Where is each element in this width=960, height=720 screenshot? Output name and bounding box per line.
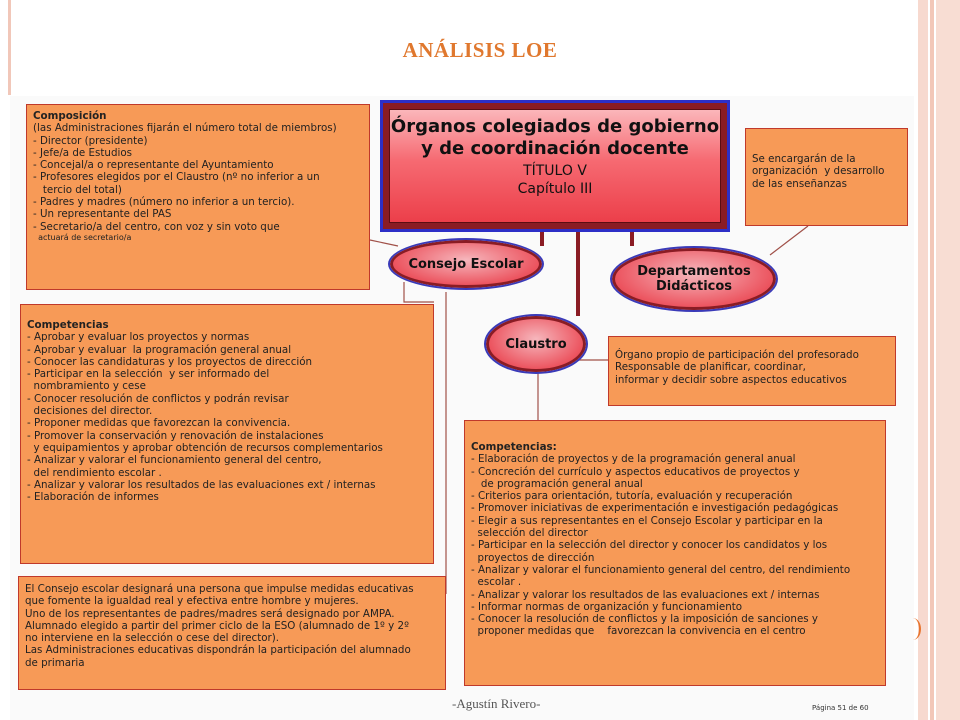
notas-consejo-line: Alumnado elegido a partir del primer ciclo de la ESO (alumnado de 1º y 2º: [25, 619, 409, 632]
claustro-desc-line: Órgano propio de participación del profesorado: [615, 349, 859, 361]
competencias-claustro-line: - Concreción del currículo y aspectos educativos de proyectos y: [471, 465, 800, 478]
slide-title: ANÁLISIS LOE: [402, 38, 558, 62]
competencias-claustro-line: - Participar en la selección del director y conocer los candidatos y los: [471, 539, 828, 552]
competencias-consejo-line: - Analizar y valorar los resultados de las evaluaciones ext / internas: [27, 478, 376, 491]
competencias-claustro-line: - Conocer la resolución de conflictos y la imposición de sanciones y: [471, 613, 819, 626]
center-capitulo: Capítulo III: [517, 181, 593, 197]
center-titulo: TÍTULO V: [523, 163, 587, 179]
competencias-consejo-line: nombramiento y cese: [27, 380, 146, 393]
competencias-claustro-line: - Criterios para orientación, tutoría, evaluación y recuperación: [471, 490, 793, 503]
competencias-claustro-line: - Promover iniciativas de experimentación e investigación pedagógicas: [471, 502, 839, 515]
competencias-consejo-line: decisiones del director.: [27, 405, 153, 418]
competencias-consejo-line: del rendimiento escolar .: [27, 466, 162, 479]
competencias-consejo-line: y equipamientos y aprobar obtención de recursos complementarios: [27, 441, 383, 454]
competencias-consejo-line: - Analizar y valorar el funcionamiento general del centro,: [27, 454, 322, 467]
competencias-consejo-line: - Conocer las candidaturas y los proyectos de dirección: [27, 355, 313, 368]
departamentos-desc-box: [745, 128, 908, 226]
notas-consejo-box: [18, 576, 446, 690]
departamentos-desc-line: de las enseñanzas: [752, 177, 847, 190]
competencias-claustro-line: - Analizar y valorar los resultados de las evaluaciones ext / internas: [471, 588, 820, 601]
organos-colegiados-inner: [389, 109, 721, 223]
composicion-line: tercio del total): [33, 183, 122, 196]
composicion-line: - Padres y madres (número no inferior a un tercio).: [33, 196, 295, 209]
competencias-consejo-line: - Promover la conservación y renovación de instalaciones: [27, 429, 324, 442]
competencias-claustro-line: de programación general anual: [471, 477, 643, 490]
departamentos-didacticos-node: [612, 248, 776, 310]
competencias-claustro-line: - Elaboración de proyectos y de la programación general anual: [471, 453, 796, 466]
notas-consejo-line: Las Administraciones educativas dispondrán la participación del alumnado: [25, 644, 411, 657]
footer-author: -Agustín Rivero-: [452, 696, 541, 711]
composicion-line: (las Administraciones fijarán el número total de miembros): [33, 122, 337, 135]
notas-consejo-line: no interviene en la selección o cese del director).: [25, 632, 280, 645]
center-title-line: Órganos colegiados de gobierno: [390, 116, 720, 137]
competencias-consejo-line: - Proponer medidas que favorezcan la convivencia.: [27, 417, 291, 430]
composicion-line: - Profesores elegidos por el Claustro (nº no inferior a un: [33, 171, 320, 184]
competencias-consejo-line: - Conocer resolución de conflictos y podrán revisar: [27, 392, 289, 405]
competencias-claustro-line: escolar .: [471, 576, 522, 589]
competencias-consejo-line: - Aprobar y evaluar la programación general anual: [27, 343, 292, 356]
composicion-line: - Concejal/a o representante del Ayuntamiento: [33, 159, 274, 172]
departamentos-desc-line: Se encargarán de la: [752, 153, 856, 165]
competencias-consejo-line: - Participar en la selección y ser informado del: [27, 368, 270, 381]
competencias-claustro-line: proyectos de dirección: [471, 551, 595, 564]
center-title-line: y de coordinación docente: [421, 138, 689, 159]
competencias-claustro-box: [464, 420, 886, 686]
composicion-line: - Un representante del PAS: [33, 208, 172, 221]
competencias-claustro-line: - Informar normas de organización y funcionamiento: [471, 600, 743, 613]
claustro-desc-line: Responsable de planificar, coordinar,: [615, 361, 806, 374]
decorative-arc: [905, 618, 921, 640]
departamentos-desc-line: organización y desarrollo: [752, 165, 885, 178]
composicion-line: - Secretario/a del centro, con voz y sin voto que: [33, 220, 280, 233]
competencias-claustro-line: proponer medidas que favorezcan la convivencia en el centro: [471, 625, 806, 638]
notas-consejo-line: que fomente la igualdad real y efectiva entre hombre y mujeres.: [25, 595, 359, 608]
competencias-claustro-heading: Competencias:: [471, 441, 557, 453]
notas-consejo-line: de primaria: [25, 656, 85, 669]
composicion-box: [26, 104, 370, 290]
claustro-node: [486, 316, 586, 372]
competencias-consejo-line: - Aprobar y evaluar los proyectos y normas: [27, 331, 250, 344]
organos-colegiados-box: [380, 100, 730, 232]
competencias-claustro-line: - Elegir a sus representantes en el Consejo Escolar y participar en la: [471, 514, 823, 527]
competencias-claustro-line: selección del director: [471, 527, 588, 540]
consejo-escolar-label: Consejo Escolar: [408, 256, 524, 272]
composicion-small-line: actuará de secretario/a: [33, 232, 132, 242]
connector-departamentos-desc: [770, 226, 808, 255]
claustro-desc-line: informar y decidir sobre aspectos educativos: [615, 373, 847, 386]
consejo-escolar-node: [390, 240, 542, 288]
competencias-consejo-line: - Elaboración de informes: [27, 491, 159, 504]
composicion-heading: Composición: [33, 110, 107, 122]
competencias-consejo-heading: Competencias: [27, 319, 109, 331]
notas-consejo-line: Uno de los representantes de padres/madres será designado por AMPA.: [25, 607, 395, 620]
departamentos-label: Departamentos Didácticos: [637, 264, 751, 294]
notas-consejo-line: El Consejo escolar designará una persona que impulse medidas educativas: [25, 583, 414, 595]
competencias-consejo-box: [20, 304, 434, 564]
competencias-claustro-line: - Analizar y valorar el funcionamiento general del centro, del rendimiento: [471, 563, 851, 576]
composicion-line: - Director (presidente): [33, 134, 148, 147]
claustro-desc-box: [608, 336, 896, 406]
page-number: Página 51 de 60: [812, 704, 869, 712]
composicion-line: - Jefe/a de Estudios: [33, 146, 133, 159]
connector-composicion: [370, 240, 398, 246]
claustro-label: Claustro: [505, 336, 567, 352]
